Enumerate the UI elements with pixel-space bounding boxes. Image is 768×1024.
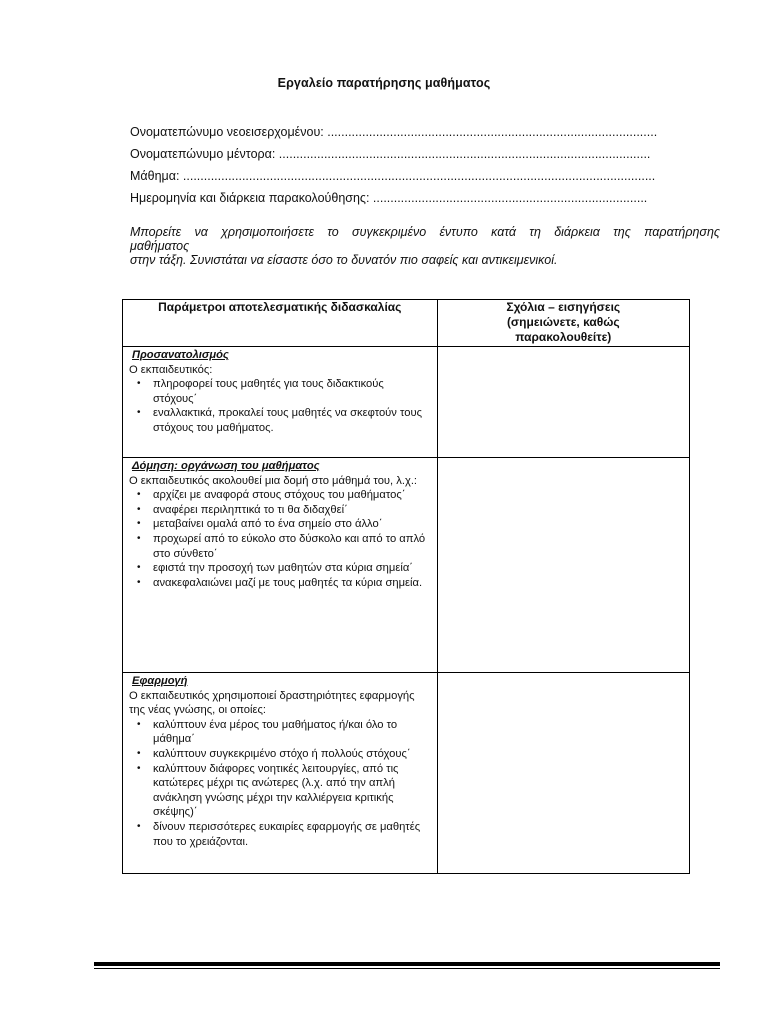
list-item: • εφιστά την προσοχή των μαθητών στα κύρια σημεία΄ — [137, 562, 414, 575]
section-title-structuring: Δόμηση: οργάνωση του μαθήματος — [132, 460, 320, 472]
bullet-icon: • — [137, 820, 141, 832]
bullet-icon: • — [137, 407, 141, 419]
instructions — [130, 225, 720, 267]
bullet-icon: • — [137, 503, 141, 515]
header-comments-line-1: Σχόλια – εισηγήσεις — [506, 300, 621, 314]
parameter-cell-application — [123, 673, 438, 874]
section-title-application: Εφαρμογή — [132, 675, 188, 687]
bullet-icon: • — [137, 562, 141, 574]
list-item: • πληροφορεί τους μαθητές για τους διδακτικούς στόχους΄ — [137, 378, 384, 405]
bullet-icon: • — [137, 762, 141, 774]
table-header-row — [123, 300, 690, 347]
comment-cell-structuring[interactable] — [437, 458, 689, 673]
bullet-icon: • — [137, 532, 141, 544]
header-comments-line-3: παρακολουθείτε) — [515, 330, 612, 344]
observation-table — [122, 299, 690, 874]
bullet-icon: • — [137, 576, 141, 588]
header-parameters: Παράμετροι αποτελεσματικής διδασκαλίας — [123, 300, 438, 347]
parameter-cell-structuring — [123, 458, 438, 673]
bullet-icon: • — [137, 518, 141, 530]
section-title-orientation: Προσανατολισμός — [132, 349, 229, 361]
list-item: • καλύπτουν ένα μέρος του μαθήματος ή/και όλο το μάθημα΄ — [137, 718, 398, 746]
header-comments-line-2: (σημειώνετε, καθώς — [506, 315, 620, 329]
bullet-icon: • — [137, 489, 141, 501]
list-item: • καλύπτουν συγκεκριμένο στόχο ή πολλούς στόχους΄ — [137, 747, 411, 760]
list-item: • μεταβαίνει ομαλά από το ένα σημείο στο άλλο΄ — [137, 518, 383, 531]
bullet-icon: • — [137, 747, 141, 759]
list-item: • προχωρεί από το εύκολο στο δύσκολο και από το απλό στο σύνθετο΄ — [137, 532, 426, 560]
footer-rule-thin — [94, 968, 720, 969]
instructions-line-2: μαθήματος — [130, 239, 190, 253]
parameter-cell-orientation — [123, 347, 438, 458]
instructions-line-3: στην τάξη. Συνιστάται να είσαστε όσο το δυνατόν πιο σαφείς και αντικειμενικοί. — [130, 253, 558, 267]
list-item: • εναλλακτικά, προκαλεί τους μαθητές να σκεφτούν τους στόχους του μαθήματος. — [137, 407, 422, 434]
section-intro: Ο εκπαιδευτικός: — [129, 363, 213, 376]
field-mentor-name: Ονοματεπώνυμο μέντορα: ........................................................................................................... — [130, 147, 651, 161]
table-row — [123, 347, 690, 458]
list-item: • καλύπτουν διάφορες νοητικές λειτουργίες, από τις κατώτερες μέχρι τις ανώτερες (λ.χ. από την απλή ανάκληση γνώσης μέχρι την καλλιέργεια κριτικής σκέψης)΄ — [137, 762, 399, 819]
list-item: • αναφέρει περιληπτικά το τι θα διδαχθεί΄ — [137, 503, 348, 516]
list-item: • ανακεφαλαιώνει μαζί με τους μαθητές τα κύρια σημεία. — [137, 576, 423, 589]
table-row — [123, 458, 690, 673]
list-item: • αρχίζει με αναφορά στους στόχους του μαθήματος΄ — [137, 489, 406, 502]
field-date-duration: Ημερομηνία και διάρκεια παρακολούθησης: ............................................................................... — [130, 191, 648, 205]
footer-rule — [94, 962, 720, 966]
section-intro: Ο εκπαιδευτικός ακολουθεί μια δομή στο μάθημά του, λ.χ.: — [129, 474, 418, 487]
header-fields — [130, 124, 720, 212]
bullet-icon: • — [137, 378, 141, 390]
comment-cell-application[interactable] — [437, 673, 689, 874]
header-comments — [437, 300, 689, 347]
instructions-line-1: Μπορείτε να χρησιμοποιήσετε το συγκεκριμένο έντυπο κατά τη διάρκεια της παρατήρησης — [130, 225, 720, 239]
list-item: • δίνουν περισσότερες ευκαιρίες εφαρμογής σε μαθητές που το χρειάζονται. — [137, 820, 421, 848]
bullet-icon: • — [137, 718, 141, 730]
field-subject: Μάθημα: ........................................................................................................................................ — [130, 169, 656, 183]
field-newcomer-name: Ονοματεπώνυμο νεοεισερχομένου: ............................................................................................... — [130, 125, 658, 139]
section-intro: Ο εκπαιδευτικός χρησιμοποιεί δραστηριότητες εφαρμογής της νέας γνώσης, οι οποίες: — [129, 689, 415, 717]
comment-cell-orientation[interactable] — [437, 347, 689, 458]
table-row — [123, 673, 690, 874]
document-title: Εργαλείο παρατήρησης μαθήματος — [277, 76, 491, 90]
